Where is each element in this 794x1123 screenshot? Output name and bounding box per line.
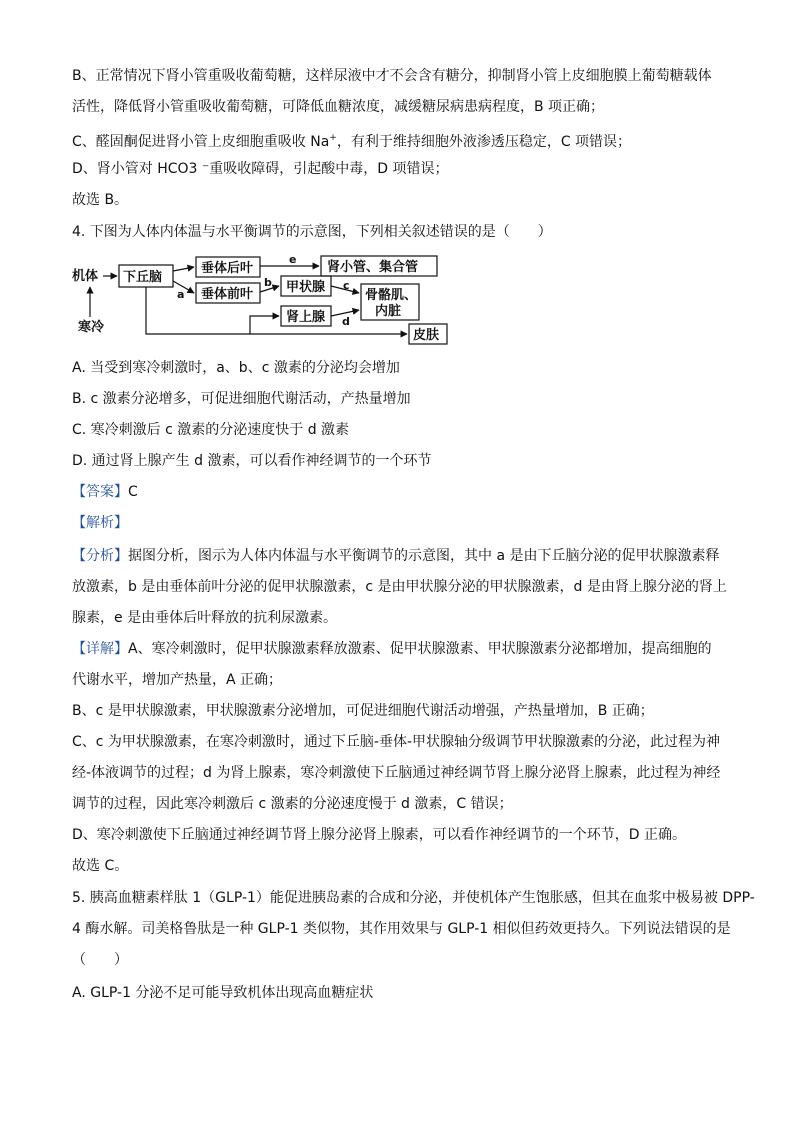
xiangjie-a-line1 — [72, 639, 712, 659]
option-c: C. 寒冷刺激后 c 激素的分泌速度快于 d 激素 — [72, 422, 350, 438]
diagram-hypothalamus-label: 下丘脑 — [123, 270, 163, 285]
analysis-tag: 【解析】 — [72, 515, 128, 531]
diagram-thyroid-label: 甲状腺 — [286, 280, 326, 295]
fenxi-tag: 【分析】 — [72, 548, 128, 564]
xiangjie-b-line1: B、c 是甲状腺激素，甲状腺激素分泌增加，可促进细胞代谢活动增强，产热量增加，B 正确； — [72, 703, 654, 719]
diagram-muscle-label-2: 内脏 — [375, 304, 402, 319]
sodium-charge: + — [329, 133, 337, 143]
paragraph-c-text: C、醛固酮促进肾小管上皮细胞重吸收 Na — [72, 134, 330, 150]
fenxi-line2: 放激素，b 是由垂体前叶分泌的促甲状腺激素，c 是由甲状腺分泌的甲状腺激素，d 是由肾上腺分泌的肾上 — [72, 579, 727, 595]
diagram-label-e: e — [289, 253, 297, 266]
xiangjie-d-line1: D、寒冷刺激使下丘脑通过神经调节肾上腺分泌肾上腺素，可以看作神经调节的一个环节，D 正确。 — [72, 827, 687, 843]
paragraph-c-text-2: ，有利于维持细胞外液渗透压稳定，C 项错误； — [336, 134, 632, 150]
answer-value: C — [128, 484, 138, 500]
diagram-anterior-pituitary-label: 垂体前叶 — [201, 287, 254, 302]
diagram-body-label: 机体 — [72, 269, 99, 284]
diagram-label-d: d — [342, 315, 350, 328]
xiangjie-c-line2: 经-体液调节的过程；d 为肾上腺素，寒冷刺激使下丘脑通过神经调节肾上腺分泌肾上腺素，此过程为神经 — [72, 765, 721, 781]
option-a: A. 当受到寒冷刺激时，a、b、c 激素的分泌均会增加 — [72, 360, 400, 376]
xiangjie-tag: 【详解】 — [72, 641, 128, 657]
diagram-posterior-pituitary-label: 垂体后叶 — [201, 261, 254, 276]
fenxi-line1 — [72, 546, 719, 566]
diagram-label-a: a — [177, 288, 185, 301]
option-b: B. c 激素分泌增多，可促进细胞代谢活动，产热量增加 — [72, 391, 411, 407]
diagram-muscle-label-1: 骨骼肌、 — [365, 288, 418, 303]
regulation-diagram — [70, 253, 450, 349]
option-d: D. 通过肾上腺产生 d 激素，可以看作神经调节的一个环节 — [72, 453, 432, 469]
question-5-stem-line2: 4 酶水解。司美格鲁肽是一种 GLP-1 类似物，其作用效果与 GLP-1 相似但药效更持久。下列说法错误的是 — [72, 921, 731, 937]
diagram-kidney-label: 肾小管、集合管 — [327, 260, 419, 275]
fenxi-text: 据图分析，图示为人体内体温与水平衡调节的示意图，其中 a 是由下丘脑分泌的促甲状腺激素释 — [128, 548, 720, 564]
diagram-skin-label: 皮肤 — [413, 328, 440, 343]
diagram-label-b: b — [264, 276, 272, 289]
xiangjie-a-line2: 代谢水平，增加产热量，A 正确； — [72, 672, 283, 688]
answer-line — [72, 482, 138, 502]
question-5-stem-line1: 5. 胰高血糖素样肽 1（GLP-1）能促进胰岛素的合成和分泌，并使机体产生饱胀感，但其在血浆中极易被 DPP- — [72, 890, 755, 906]
xiangjie-c-line1: C、c 为甲状腺激素，在寒冷刺激时，通过下丘脑-垂体-甲状腺轴分级调节甲状腺激素的分泌，此过程为神 — [72, 734, 721, 750]
xiangjie-c-line3: 调节的过程，因此寒冷刺激后 c 激素的分泌速度慢于 d 激素，C 错误； — [72, 796, 513, 812]
answer-tag: 【答案】 — [72, 484, 128, 500]
question-5-stem-line3: （ ） — [72, 952, 128, 968]
paragraph-b-line1: B、正常情况下肾小管重吸收葡萄糖，这样尿液中才不会含有糖分，抑制肾小管上皮细胞膜上葡萄糖载体 — [72, 68, 712, 84]
diagram-cold-label: 寒冷 — [78, 320, 105, 335]
paragraph-b-line2: 活性，降低肾小管重吸收葡萄糖，可降低血糖浓度，减缓糖尿病患病程度，B 项正确； — [72, 99, 605, 115]
fenxi-line3: 腺素，e 是由垂体后叶释放的抗利尿激素。 — [72, 610, 338, 626]
paragraph-c-line1 — [72, 128, 631, 152]
paragraph-d-line1: D、肾小管对 HCO3 ⁻重吸收障碍，引起酸中毒，D 项错误； — [72, 161, 449, 177]
diagram-adrenal-label: 肾上腺 — [286, 310, 326, 325]
diagram-label-c: c — [343, 279, 350, 292]
question-5-option-a: A. GLP-1 分泌不足可能导致机体出现高血糖症状 — [72, 985, 374, 1001]
question-4-stem: 4. 下图为人体内体温与水平衡调节的示意图，下列相关叙述错误的是（ ） — [72, 224, 552, 240]
answer-pick-b: 故选 B。 — [72, 192, 129, 208]
answer-pick-c: 故选 C。 — [72, 858, 129, 874]
xiangjie-a-text: A、寒冷刺激时，促甲状腺激素释放激素、促甲状腺激素、甲状腺激素分泌都增加，提高细胞的 — [128, 641, 712, 657]
